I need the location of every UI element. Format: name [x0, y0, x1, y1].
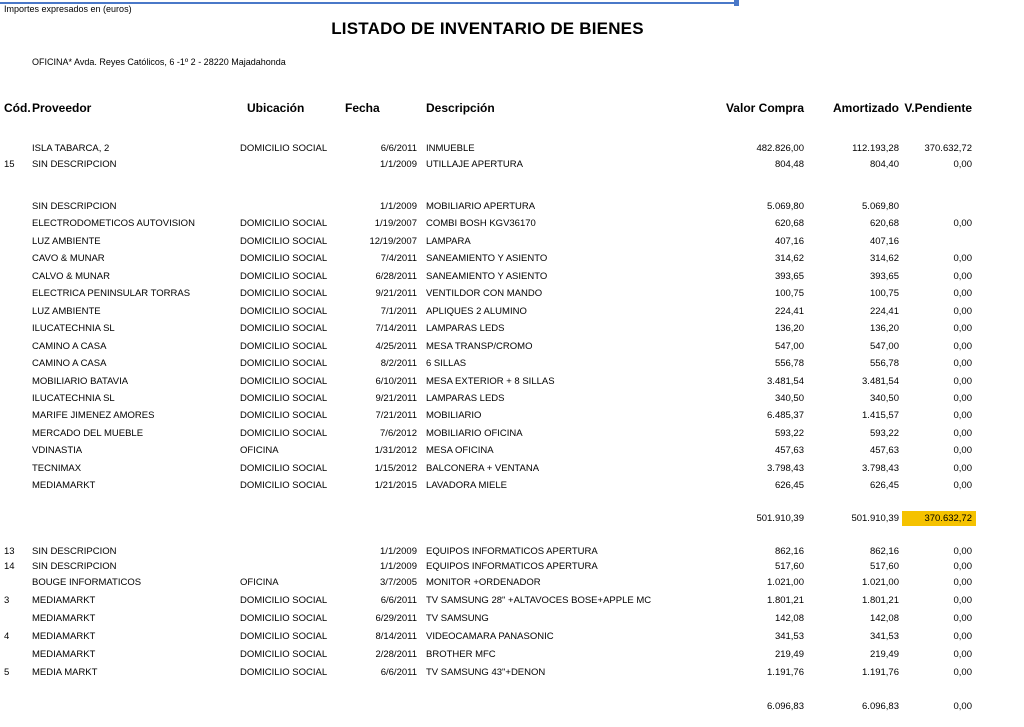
row-amortizado: 1.415,57 — [862, 410, 899, 421]
row-ubicacion: DOMICILIO SOCIAL — [240, 649, 328, 660]
header-valor-compra: Valor Compra — [725, 101, 804, 115]
row-ubicacion: DOMICILIO SOCIAL — [240, 143, 328, 154]
row-fecha: 7/21/2011 — [375, 410, 417, 421]
table-row — [0, 358, 1024, 372]
row-v-pendiente: 0,00 — [953, 306, 972, 317]
row-ubicacion: DOMICILIO SOCIAL — [240, 218, 328, 229]
row-fecha: 3/7/2005 — [380, 577, 417, 588]
row-valor-compra: 862,16 — [774, 546, 804, 557]
row-descripcion: EQUIPOS INFORMATICOS APERTURA — [426, 561, 598, 572]
row-v-pendiente: 0,00 — [953, 288, 972, 299]
row-valor-compra: 1.191,76 — [767, 667, 804, 678]
row-fecha: 6/6/2011 — [380, 595, 417, 606]
row-amortizado: 407,16 — [869, 236, 899, 247]
row-proveedor: MEDIAMARKT — [32, 480, 96, 491]
row-valor-compra: 142,08 — [774, 613, 804, 624]
row-fecha: 6/6/2011 — [380, 143, 417, 154]
row-descripcion: EQUIPOS INFORMATICOS APERTURA — [426, 546, 598, 557]
row-valor-compra: 482.826,00 — [756, 143, 804, 154]
row-valor-compra: 556,78 — [774, 358, 804, 369]
row-v-pendiente: 0,00 — [953, 577, 972, 588]
table-row — [0, 218, 1024, 232]
row-amortizado: 547,00 — [869, 341, 899, 352]
row-proveedor: ELECTRODOMETICOS AUTOVISION — [32, 218, 195, 229]
row-ubicacion: DOMICILIO SOCIAL — [240, 463, 328, 474]
row-descripcion: MESA EXTERIOR + 8 SILLAS — [426, 376, 555, 387]
row-descripcion: 6 SILLAS — [426, 358, 467, 369]
row-proveedor: SIN DESCRIPCION — [32, 546, 117, 557]
row-v-pendiente: 0,00 — [953, 445, 972, 456]
row-v-pendiente: 0,00 — [953, 341, 972, 352]
table-row — [0, 323, 1024, 337]
subtotal-1-pendiente: 370.632,72 — [924, 513, 972, 524]
row-proveedor: MEDIAMARKT — [32, 613, 96, 624]
row-v-pendiente: 0,00 — [953, 376, 972, 387]
row-cod: 4 — [4, 631, 10, 642]
row-amortizado: 620,68 — [869, 218, 899, 229]
row-amortizado: 224,41 — [869, 306, 899, 317]
row-ubicacion: DOMICILIO SOCIAL — [240, 253, 328, 264]
row-proveedor: MARIFE JIMENEZ AMORES — [32, 410, 155, 421]
row-amortizado: 1.021,00 — [862, 577, 899, 588]
row-valor-compra: 407,16 — [774, 236, 804, 247]
row-valor-compra: 3.481,54 — [767, 376, 804, 387]
row-fecha: 6/10/2011 — [375, 376, 417, 387]
row-fecha: 1/1/2009 — [380, 561, 417, 572]
row-fecha: 1/31/2012 — [374, 445, 417, 456]
row-amortizado: 517,60 — [869, 561, 899, 572]
table-row — [0, 410, 1024, 424]
row-proveedor: BOUGE INFORMATICOS — [32, 577, 142, 588]
row-v-pendiente: 0,00 — [953, 159, 972, 170]
row-ubicacion: DOMICILIO SOCIAL — [240, 288, 328, 299]
row-ubicacion: DOMICILIO SOCIAL — [240, 271, 328, 282]
row-amortizado: 112.193,28 — [852, 143, 899, 154]
header-descripcion: Descripción — [426, 101, 495, 115]
row-fecha: 9/21/2011 — [375, 288, 417, 299]
table-row — [0, 561, 1024, 575]
row-valor-compra: 517,60 — [774, 561, 804, 572]
row-v-pendiente: 0,00 — [953, 561, 972, 572]
row-ubicacion: DOMICILIO SOCIAL — [240, 410, 328, 421]
row-cod: 13 — [4, 546, 15, 557]
row-v-pendiente: 0,00 — [953, 410, 972, 421]
row-descripcion: COMBI BOSH KGV36170 — [426, 218, 536, 229]
row-proveedor: MEDIAMARKT — [32, 595, 96, 606]
row-fecha: 6/29/2011 — [375, 613, 417, 624]
header-v-pendiente: V.Pendiente — [904, 101, 972, 115]
row-amortizado: 136,20 — [869, 323, 899, 334]
row-descripcion: MOBILIARIO — [426, 410, 482, 421]
row-proveedor: CAMINO A CASA — [32, 341, 107, 352]
page-title: LISTADO DE INVENTARIO DE BIENES — [331, 19, 644, 38]
row-ubicacion: DOMICILIO SOCIAL — [240, 358, 328, 369]
row-amortizado: 862,16 — [869, 546, 899, 557]
row-cod: 5 — [4, 667, 10, 678]
row-descripcion: VENTILDOR CON MANDO — [426, 288, 543, 299]
row-valor-compra: 593,22 — [774, 428, 804, 439]
row-fecha: 1/21/2015 — [374, 480, 417, 491]
row-fecha: 1/1/2009 — [380, 546, 417, 557]
row-ubicacion: DOMICILIO SOCIAL — [240, 323, 328, 334]
row-v-pendiente: 0,00 — [953, 480, 972, 491]
row-fecha: 4/25/2011 — [375, 341, 417, 352]
table-row — [0, 428, 1024, 442]
subtotal-2-amortizado: 6.096,83 — [862, 701, 899, 712]
row-proveedor: ILUCATECHNIA SL — [32, 393, 115, 404]
row-proveedor: LUZ AMBIENTE — [32, 236, 101, 247]
row-cod: 15 — [4, 159, 15, 170]
row-valor-compra: 393,65 — [774, 271, 804, 282]
row-proveedor: CALVO & MUNAR — [32, 271, 110, 282]
row-proveedor: MEDIAMARKT — [32, 649, 96, 660]
row-descripcion: BALCONERA + VENTANA — [426, 463, 540, 474]
row-v-pendiente: 0,00 — [953, 631, 972, 642]
table-row — [0, 271, 1024, 285]
row-v-pendiente: 0,00 — [953, 393, 972, 404]
row-descripcion: BROTHER MFC — [426, 649, 496, 660]
table-row — [0, 595, 1024, 609]
row-amortizado: 556,78 — [869, 358, 899, 369]
row-proveedor: MEDIA MARKT — [32, 667, 98, 678]
row-descripcion: MESA OFICINA — [426, 445, 494, 456]
row-fecha: 6/28/2011 — [375, 271, 417, 282]
row-ubicacion: DOMICILIO SOCIAL — [240, 428, 328, 439]
row-v-pendiente: 0,00 — [953, 428, 972, 439]
row-fecha: 2/28/2011 — [375, 649, 417, 660]
row-proveedor: ELECTRICA PENINSULAR TORRAS — [32, 288, 191, 299]
row-descripcion: INMUEBLE — [426, 143, 475, 154]
table-row — [0, 159, 1024, 173]
row-v-pendiente: 370.632,72 — [924, 143, 972, 154]
table-row — [0, 341, 1024, 355]
table-row — [0, 613, 1024, 627]
row-proveedor: VDINASTIA — [32, 445, 83, 456]
row-v-pendiente: 0,00 — [953, 613, 972, 624]
row-cod: 3 — [4, 595, 10, 606]
subtotal-row-1 — [0, 513, 1024, 527]
table-row — [0, 288, 1024, 302]
row-valor-compra: 219,49 — [774, 649, 804, 660]
subtotal-1-amortizado: 501.910,39 — [851, 513, 899, 524]
table-row — [0, 143, 1024, 157]
row-valor-compra: 224,41 — [774, 306, 804, 317]
row-fecha: 8/14/2011 — [375, 631, 417, 642]
row-proveedor: SIN DESCRIPCION — [32, 561, 117, 572]
row-amortizado: 142,08 — [869, 613, 899, 624]
table-row — [0, 631, 1024, 645]
row-fecha: 7/4/2011 — [380, 253, 417, 264]
row-fecha: 7/6/2012 — [380, 428, 417, 439]
row-valor-compra: 6.485,37 — [767, 410, 804, 421]
row-amortizado: 393,65 — [869, 271, 899, 282]
row-amortizado: 3.798,43 — [862, 463, 899, 474]
row-descripcion: LAMPARAS LEDS — [426, 323, 505, 334]
row-descripcion: MOBILIARIO APERTURA — [426, 201, 536, 212]
row-descripcion: MOBILIARIO OFICINA — [426, 428, 523, 439]
row-ubicacion: DOMICILIO SOCIAL — [240, 613, 328, 624]
row-proveedor: LUZ AMBIENTE — [32, 306, 101, 317]
row-fecha: 1/1/2009 — [380, 159, 417, 170]
row-descripcion: LAMPARA — [426, 236, 471, 247]
row-valor-compra: 5.069,80 — [767, 201, 804, 212]
row-valor-compra: 340,50 — [774, 393, 804, 404]
row-proveedor: MEDIAMARKT — [32, 631, 96, 642]
row-valor-compra: 314,62 — [774, 253, 804, 264]
row-fecha: 7/14/2011 — [375, 323, 417, 334]
row-proveedor: CAVO & MUNAR — [32, 253, 105, 264]
row-proveedor: SIN DESCRIPCION — [32, 159, 117, 170]
row-valor-compra: 100,75 — [774, 288, 804, 299]
table-row — [0, 376, 1024, 390]
row-descripcion: SANEAMIENTO Y ASIENTO — [426, 271, 548, 282]
row-proveedor: ISLA TABARCA, 2 — [32, 143, 110, 154]
row-descripcion: MONITOR +ORDENADOR — [426, 577, 541, 588]
row-descripcion: APLIQUES 2 ALUMINO — [426, 306, 527, 317]
row-amortizado: 5.069,80 — [862, 201, 899, 212]
row-ubicacion: DOMICILIO SOCIAL — [240, 306, 328, 317]
row-descripcion: SANEAMIENTO Y ASIENTO — [426, 253, 548, 264]
row-proveedor: SIN DESCRIPCION — [32, 201, 117, 212]
row-fecha: 8/2/2011 — [380, 358, 417, 369]
header-cod: Cód. — [4, 101, 31, 115]
row-proveedor: MERCADO DEL MUEBLE — [32, 428, 144, 439]
row-amortizado: 3.481,54 — [862, 376, 899, 387]
row-descripcion: LAVADORA MIELE — [426, 480, 507, 491]
row-proveedor: TECNIMAX — [32, 463, 82, 474]
row-amortizado: 314,62 — [869, 253, 899, 264]
row-amortizado: 593,22 — [869, 428, 899, 439]
currency-note: Importes expresados en (euros) — [4, 4, 132, 14]
row-descripcion: LAMPARAS LEDS — [426, 393, 505, 404]
row-fecha: 1/1/2009 — [380, 201, 417, 212]
row-fecha: 9/21/2011 — [375, 393, 417, 404]
table-row — [0, 445, 1024, 459]
row-proveedor: ILUCATECHNIA SL — [32, 323, 115, 334]
header-amortizado: Amortizado — [833, 101, 899, 115]
subtotal-2-valor: 6.096,83 — [767, 701, 804, 712]
row-descripcion: UTILLAJE APERTURA — [426, 159, 523, 170]
row-v-pendiente: 0,00 — [953, 595, 972, 606]
window-resize-handle[interactable] — [734, 0, 739, 6]
row-descripcion: TV SAMSUNG 43"+DENON — [426, 667, 546, 678]
row-valor-compra: 1.021,00 — [767, 577, 804, 588]
row-valor-compra: 3.798,43 — [767, 463, 804, 474]
row-ubicacion: OFICINA — [240, 445, 279, 456]
row-descripcion: MESA TRANSP/CROMO — [426, 341, 533, 352]
row-amortizado: 341,53 — [869, 631, 899, 642]
table-row — [0, 306, 1024, 320]
row-amortizado: 100,75 — [869, 288, 899, 299]
table-row — [0, 463, 1024, 477]
row-ubicacion: DOMICILIO SOCIAL — [240, 236, 328, 247]
row-v-pendiente: 0,00 — [953, 463, 972, 474]
row-v-pendiente: 0,00 — [953, 667, 972, 678]
subtotal-row-2 — [0, 701, 1024, 715]
row-descripcion: VIDEOCAMARA PANASONIC — [426, 631, 554, 642]
row-ubicacion: OFICINA — [240, 577, 279, 588]
row-v-pendiente: 0,00 — [953, 546, 972, 557]
row-fecha: 6/6/2011 — [380, 667, 417, 678]
table-row — [0, 201, 1024, 215]
header-proveedor: Proveedor — [32, 101, 92, 115]
header-ubicacion: Ubicación — [247, 101, 305, 115]
row-fecha: 1/15/2012 — [374, 463, 417, 474]
row-v-pendiente: 0,00 — [953, 649, 972, 660]
row-amortizado: 457,63 — [869, 445, 899, 456]
row-ubicacion: DOMICILIO SOCIAL — [240, 595, 328, 606]
row-amortizado: 1.801,21 — [862, 595, 899, 606]
row-fecha: 12/19/2007 — [369, 236, 417, 247]
table-row — [0, 577, 1024, 591]
row-v-pendiente: 0,00 — [953, 271, 972, 282]
row-ubicacion: DOMICILIO SOCIAL — [240, 341, 328, 352]
table-row — [0, 649, 1024, 663]
subtotal-1-valor: 501.910,39 — [756, 513, 804, 524]
row-v-pendiente: 0,00 — [953, 323, 972, 334]
row-valor-compra: 136,20 — [774, 323, 804, 334]
row-v-pendiente: 0,00 — [953, 358, 972, 369]
table-row — [0, 393, 1024, 407]
row-amortizado: 340,50 — [869, 393, 899, 404]
table-row — [0, 253, 1024, 267]
header-fecha: Fecha — [345, 101, 380, 115]
row-amortizado: 219,49 — [869, 649, 899, 660]
row-v-pendiente: 0,00 — [953, 218, 972, 229]
row-amortizado: 626,45 — [869, 480, 899, 491]
row-ubicacion: DOMICILIO SOCIAL — [240, 667, 328, 678]
row-ubicacion: DOMICILIO SOCIAL — [240, 480, 328, 491]
table-row — [0, 546, 1024, 560]
table-row — [0, 480, 1024, 494]
row-v-pendiente: 0,00 — [953, 253, 972, 264]
row-ubicacion: DOMICILIO SOCIAL — [240, 631, 328, 642]
row-proveedor: CAMINO A CASA — [32, 358, 107, 369]
row-descripcion: TV SAMSUNG — [426, 613, 489, 624]
row-amortizado: 1.191,76 — [862, 667, 899, 678]
row-valor-compra: 804,48 — [774, 159, 804, 170]
table-row — [0, 236, 1024, 250]
row-valor-compra: 620,68 — [774, 218, 804, 229]
row-ubicacion: DOMICILIO SOCIAL — [240, 376, 328, 387]
row-descripcion: TV SAMSUNG 28" +ALTAVOCES BOSE+APPLE MC — [426, 595, 652, 606]
table-row — [0, 667, 1024, 681]
row-amortizado: 804,40 — [869, 159, 899, 170]
row-proveedor: MOBILIARIO BATAVIA — [32, 376, 129, 387]
row-valor-compra: 626,45 — [774, 480, 804, 491]
subtotal-2-pendiente: 0,00 — [953, 701, 972, 712]
row-valor-compra: 341,53 — [774, 631, 804, 642]
row-valor-compra: 547,00 — [774, 341, 804, 352]
office-address: OFICINA* Avda. Reyes Católicos, 6 -1º 2 - 28220 Majadahonda — [32, 57, 286, 67]
row-valor-compra: 457,63 — [774, 445, 804, 456]
row-fecha: 1/19/2007 — [374, 218, 417, 229]
row-ubicacion: DOMICILIO SOCIAL — [240, 393, 328, 404]
row-valor-compra: 1.801,21 — [767, 595, 804, 606]
row-fecha: 7/1/2011 — [380, 306, 417, 317]
row-cod: 14 — [4, 561, 15, 572]
